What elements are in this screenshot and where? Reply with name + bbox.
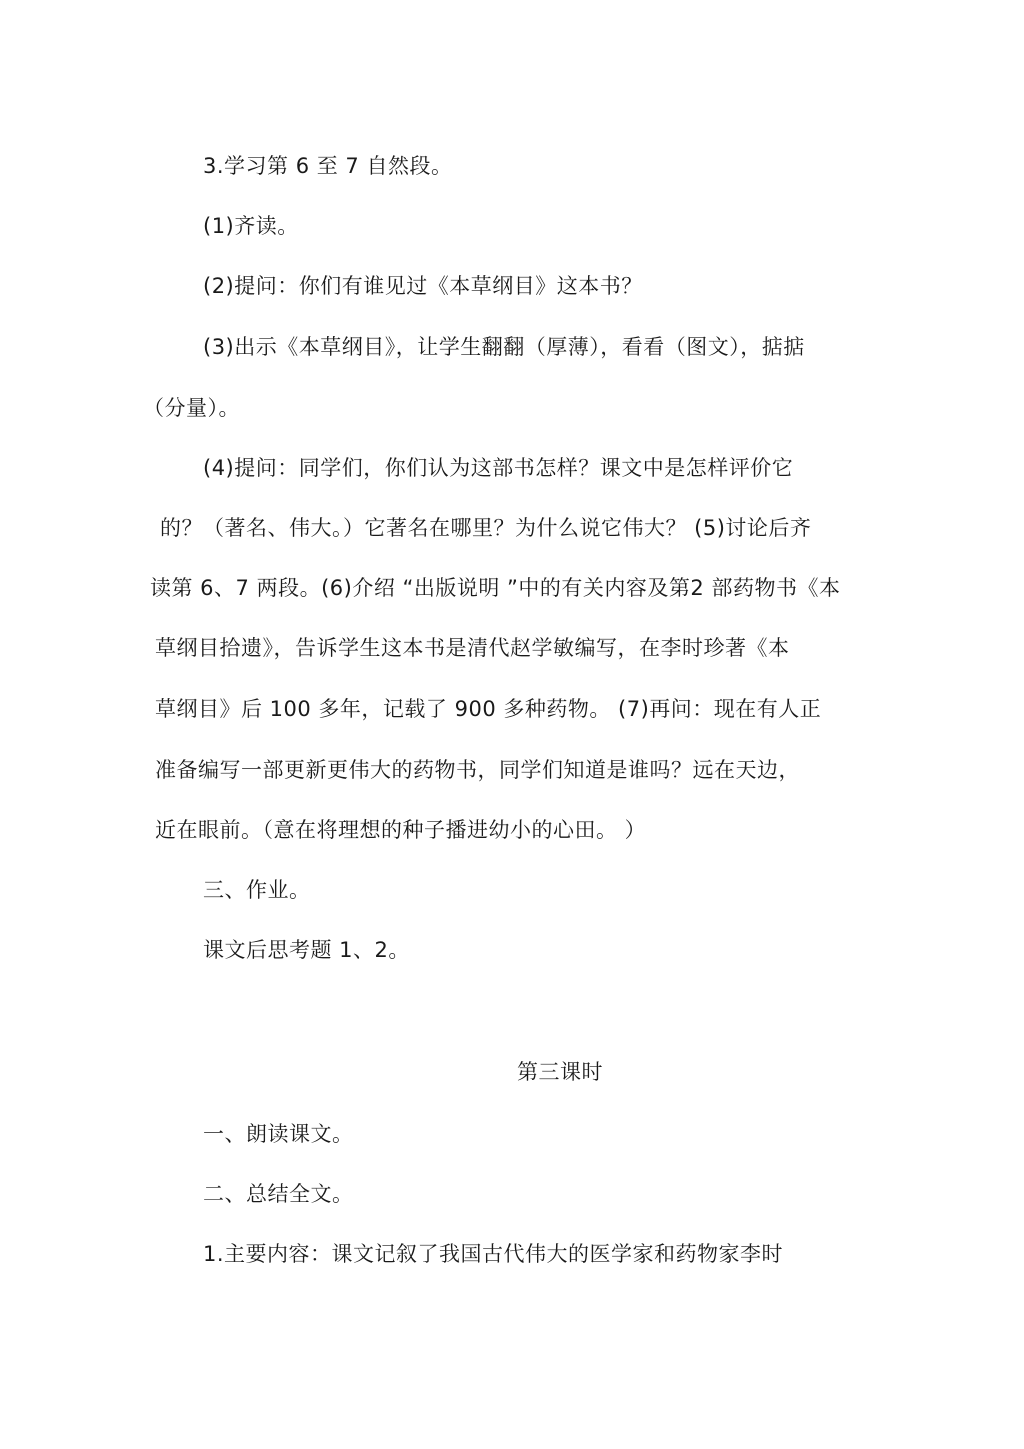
- text-line-13: 三、作业。: [203, 878, 311, 902]
- text-line-5: （分量）。: [143, 396, 240, 420]
- text-line-4: (3)出示《本草纲目》，让学生翻翻（厚薄），看看（图文），掂掂: [203, 335, 805, 359]
- text-line-3: (2)提问：你们有谁见过《本草纲目》这本书？: [203, 274, 643, 298]
- text-line-6: (4)提问：同学们，你们认为这部书怎样？课文中是怎样评价它: [203, 456, 794, 480]
- text-line-8: 读第 6、7 两段。(6)介绍 “出版说明 ”中的有关内容及第2 部药物书《本: [150, 576, 841, 600]
- text-line-1: 3.学习第 6 至 7 自然段。: [203, 154, 453, 178]
- text-line-2: (1)齐读。: [203, 214, 299, 238]
- text-line-7: 的？（著名、伟大。）它著名在哪里？为什么说它伟大？ (5)讨论后齐: [160, 516, 812, 540]
- section-heading: 第三课时: [517, 1060, 603, 1084]
- text-line-10: 草纲目》后 100 多年，记载了 900 多种药物。 (7)再问：现在有人正: [155, 697, 822, 721]
- text-line-18: 1.主要内容：课文记叙了我国古代伟大的医学家和药物家李时: [203, 1242, 784, 1266]
- text-line-14: 课文后思考题 1、2。: [203, 938, 410, 962]
- text-line-11: 准备编写一部更新更伟大的药物书，同学们知道是谁吗？远在天边，: [155, 758, 800, 782]
- text-line-12: 近在眼前。（意在将理想的种子播进幼小的心田。 ）: [155, 818, 647, 842]
- text-line-9: 草纲目拾遗》，告诉学生这本书是清代赵学敏编写，在李时珍著《本: [155, 636, 790, 660]
- text-line-17: 二、总结全文。: [203, 1182, 354, 1206]
- text-line-16: 一、朗读课文。: [203, 1122, 354, 1146]
